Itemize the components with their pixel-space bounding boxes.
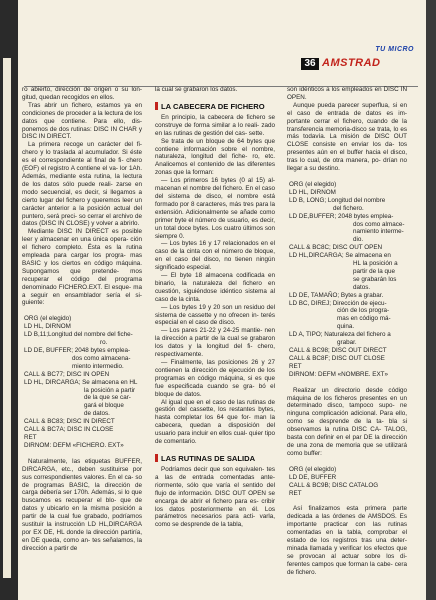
code-line: CALL & BC83; DISC IN DIRECT: [24, 418, 115, 426]
paragraph: Tras abrir un fichero, estamos ya en condiciones de proceder a la lectura de los datos que contiene. Para ello, dis- ponemos de dos rutinas: DISC IN CHAR y DISC IN DIRECT.: [22, 101, 142, 141]
page-shadow: [426, 0, 436, 600]
code-line: dio.: [353, 236, 364, 244]
code-line: se grabarán los: [353, 275, 397, 283]
code-line: dos como almacena-: [72, 354, 131, 362]
page-number: 36: [301, 58, 319, 70]
paragraph: Aunque pueda parecer superflua, si en el caso de entrada de datos es im- portante cerrar el fichero, cuando de la transferencia memoria-disco se trata, lo es más todavía. La misión de DISC OUT CLOSE consiste en enviar los da- tos presentes aún en el buffer hacia el disco, tras lo cual, de otra manera, po- drían no llegar a su destino.: [287, 101, 407, 173]
code-listing: [287, 181, 407, 379]
code-line: LD HL,DIRCARGA; Se almacena en: [289, 252, 391, 260]
code-line: LD HL, DIRNOM: [289, 188, 336, 196]
code-line: ción de los progra-: [337, 307, 390, 315]
code-line: LD DE, TAMAÑO; Bytes a grabar.: [289, 291, 384, 299]
code-line: LD DE, BUFFER; 2048 bytes emplea-: [24, 347, 131, 354]
code-line: DIRNOM: DEFM «FICHERO. EXT»: [24, 441, 124, 449]
page-header: [18, 44, 426, 72]
paragraph: En principio, la cabecera de fichero se construye de forma similar a lo reali- zado en las rutinas de gestión del cas- sette.: [155, 113, 275, 137]
paragraph: — Los pares 21-22 y 24-25 mantie- nen la dirección a partir de la cual se grabaron los datos y la longitud del fi- chero, respectivamente.: [155, 327, 275, 359]
paragraph: — Los bytes 19 y 20 son un residuo del sistema de cassette y no ofrecen in- terés especial en el caso de disco.: [155, 303, 275, 327]
code-line: de la que se car-: [84, 394, 131, 402]
code-line: CALL & BC77; DISC IN OPEN: [24, 370, 110, 378]
magazine-page: [18, 0, 426, 600]
paragraph: — Los primeros 16 bytes (0 al 15) al- macenan el nombre del fichero. En el caso del sistema de disco, el nombre está formado por 8 caracteres, más tres para la extensión. Adicionalmente se añade como primer byte el número de usuario, es decir, un total doce bytes. Los cuatro últimos son siempre 0.: [155, 177, 275, 240]
paragraph: Podríamos decir que son equivalen- tes a las de entrada comentadas ante- riormente, sólo que varía el sentido del flujo de información. DISC OUT OPEN se encarga de abrir el fichero para es- cribir los datos posteriormente en él. Los parámetros necesarios para acti- varla, como se desprende de la tabla,: [155, 465, 275, 529]
magazine-name: AMSTRAD: [322, 57, 381, 69]
code-listing: [22, 315, 142, 449]
code-line: LD HL, DIRNOM: [24, 323, 71, 331]
section-label: TU MICRO: [375, 46, 414, 53]
code-line: ro.: [100, 339, 108, 347]
code-line: RET: [24, 433, 37, 441]
code-listing: [287, 466, 407, 498]
code-line: LD B,11;Longitud del nombre del fiche-: [24, 331, 133, 339]
code-line: ORG (el elegido): [289, 180, 337, 188]
code-line: la posición a partir: [84, 386, 136, 394]
heading-marker: [155, 454, 158, 462]
paragraph: ro abierto, dirección de origen o su lon- gitud, quedan recogidos en ellos.: [22, 86, 142, 101]
code-line: grabar.: [337, 339, 357, 347]
facing-page-strip: [3, 58, 11, 578]
code-line: LD DE,BUFFER; 2048 bytes emplea-: [289, 212, 394, 220]
code-line: LD A, TIPO; Naturaleza del fichero a: [289, 331, 391, 339]
section-heading: [155, 454, 275, 464]
code-line: CALL & BC7A; DISC IN CLOSE: [24, 426, 114, 434]
heading-marker: [155, 102, 158, 110]
code-line: LD B, LONG; Longitud del nombre: [289, 196, 386, 204]
code-line: miento intermedio.: [72, 362, 124, 370]
paragraph: La primera recoge un carácter del fi- chero y lo traslada al acumulador. Si éste es el correspondiente al final de fi- chero (EOF) el registro A contiene el va- lor 1Ah. Además, mediante esta rutina, la lectura de los datos sólo puede reali- zarse en modo secuencial, es decir, si llegamos a cierto lugar del fichero y queremos leer un carácter anterior a la posición actual del puntero, será preci- so cerrar el archivo de datos (DISC IN CLOSE) y volver a abrirlo.: [22, 141, 142, 228]
code-line: dos como almace-: [353, 220, 405, 228]
code-line: mas en código má-: [337, 315, 391, 323]
code-line: LD DE, BUFFER: [289, 473, 337, 481]
paragraph: — El byte 18 almacena codificada en binario, la naturaleza del fichero en cuestión, siguiéndose idéntico sistema al caso de la cinta.: [155, 272, 275, 303]
code-line: CALL & BC8F; DISC OUT CLOSE: [289, 354, 385, 362]
code-line: namiento interme-: [353, 228, 404, 236]
code-line: del fichero.: [333, 204, 364, 212]
paragraph: Al igual que en el caso de las rutinas de gestión del cassette, los restantes bytes, hasta completar los 64 que for- man la cabecera, quedan a disposición del usuario para incluir en ellos cual- quier tipo de comentario.: [155, 398, 275, 446]
code-line: gará el bloque: [84, 402, 124, 410]
code-line: CALL & BC9B; DISC CATALOG: [289, 481, 379, 489]
code-line: LD BC, DIREJ; Dirección de ejecu-: [289, 299, 387, 307]
code-line: quina.: [337, 323, 355, 331]
paragraph: Así finalizamos esta primera parte dedicada a las órdenes de AMSDOS. Es importante practicar con las rutinas comentadas en la tabla, comprobar el estado de los registros tras una deter- minada llamada y verificar los efectos que se provocan al actuar sobre los di- ferentes campos que forman la cabe- cera de fichero.: [287, 505, 407, 576]
paragraph: Se trata de un bloque de 64 bytes que contiene información sobre el nombre, naturaleza, longitud del fiche- ro, etc. Analicemos el contenido de las diferentes zonas que la forman:: [155, 137, 275, 177]
code-line: LD HL, DIRCARGA; Se almacena en HL: [24, 378, 138, 386]
paragraph: son idénticos a los empleados en DISC IN OPEN.: [287, 86, 407, 101]
heading-text: LAS RUTINAS DE SALIDA: [161, 453, 256, 463]
code-line: RET: [289, 489, 302, 497]
column-2: [155, 86, 275, 529]
binding-edge: [0, 0, 18, 600]
code-line: HL la posición a: [353, 260, 398, 268]
code-line: datos.: [353, 283, 371, 291]
heading-text: LA CABECERA DE FICHERO: [161, 101, 265, 111]
paragraph: — Finalmente, las posiciones 26 y 27 contienen la dirección de ejecución de los programas en código máquina, si es que fue especificada cuando se gra- bó el bloque de datos.: [155, 359, 275, 398]
paragraph: Realizar un directorio desde código máquina de los ficheros presentes en un determinado disco, tampoco supo- ne ninguna complicación adicional. Para ello, como se desprende de la ta- bla si observamos la rutina DISC CA- TALOG, basta con definir en el par DE la dirección de una zona de memoria que se utilizará como buffer:: [287, 386, 407, 457]
code-line: de datos.: [84, 410, 110, 418]
code-line: partir de la que: [353, 267, 396, 275]
code-line: CALL & BC8C; DISC OUT OPEN: [289, 244, 383, 252]
column-1: [22, 86, 142, 553]
code-line: RET: [289, 362, 302, 370]
paragraph: — Los bytes 16 y 17 relacionados en el caso de la cinta con el número de bloque, en el caso del disco, no tienen ningún significado especial.: [155, 240, 275, 272]
code-line: CALL & BC98; DISC OUT DIRECT: [289, 347, 387, 354]
code-line: ORG (el elegido): [289, 465, 337, 473]
paragraph: Mediante DISC IN DIRECT es posible leer y almacenar en una única opera- ción el fichero completo. Ésta es la rutina empleada para cargar los progra- mas BASIC y los ciertos en código máquina. Supongamos que pretende- mos recuperar el código del programa denominado FICHERO.EXT. El esque- ma a seguir en ensamblador sería el si- guiente:: [22, 228, 142, 307]
paragraph: Naturalmente, las etiquetas BUFFER, DIRCARGA, etc., deben sustituirse por sus correspondientes valores. En el ca- so de programas BASIC, la dirección de carga debería ser 170h. Además, si lo que buscamos es recuperar el blo- que de datos y ubicarlo en la misma posición a partir de la cual fue grabado, podríamos sustituir la instrucción LD HL,DIRCARGA por EX DE, HL donde la dirección partiría, en DE queda, como an- tes señalamos, la dirección a partir de: [22, 457, 142, 552]
code-line: ORG (el elegido): [24, 315, 72, 323]
paragraph: la cual se grabaron los datos.: [155, 86, 238, 93]
section-heading: [155, 102, 275, 112]
column-3: [287, 86, 407, 577]
code-line: DIRNOM: DEFM «NOMBRE. EXT»: [289, 370, 389, 378]
